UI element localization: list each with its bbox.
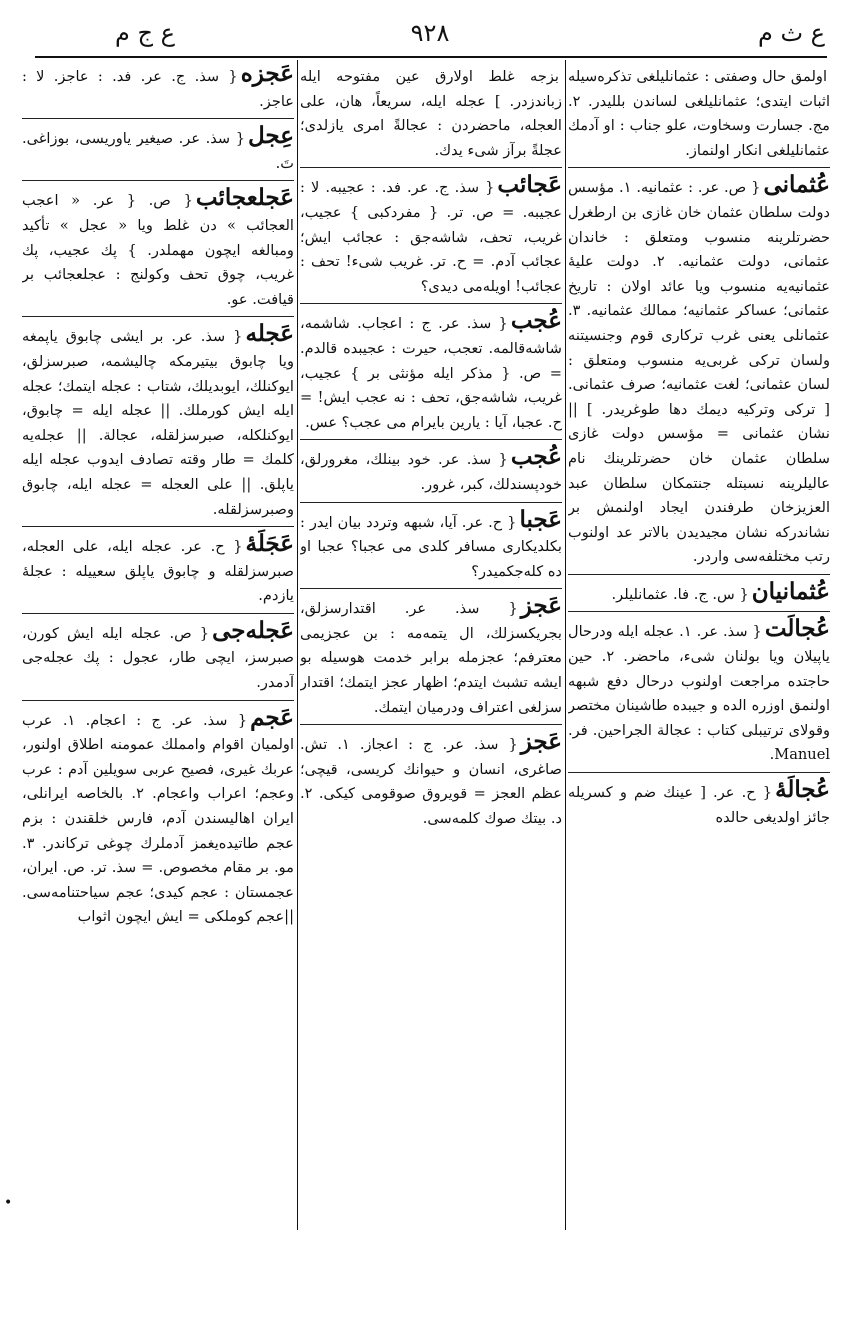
entry-definition: { سذ. ج. عر. فد. : عاجز. لا : عاجز. (22, 68, 294, 110)
dictionary-entry (300, 505, 562, 585)
dictionary-entry (300, 173, 562, 299)
entry-headword: عَجله‌جی (212, 616, 294, 644)
entry-separator (22, 180, 294, 181)
column-right (568, 62, 830, 1257)
dictionary-entry (22, 703, 294, 930)
dictionary-entry (568, 577, 830, 608)
dictionary-entry (300, 445, 562, 497)
entry-definition: { ص. عر. : عثمانیه. ۱. مؤسس دولت سلطان عثمان خان غازی بن ارطغرل حضرتلرینه منسوب ومتعلق : خاندان عثمانی، دولت عثمانیه. ۲. دولت علیهٔ عثمانیه‌یه منسوب ویا عائد اولان : تاریخ عثمانی؛ عساکر عثمانیه؛ ممالك عثمانیه. ۳. عثمانلی یعنی غرب ترکاری قوم وجنسیتنه ولسان ترکی غربی‌یه منسوب ومتعلق : لسان عثمانی؛ لغت عثمانیه؛ صرف عثمانی. [ ترکی وترکیه دیمك دها طوغریدر. ] || نشان عثمانی = مؤسس دولت غازی سلطان عثمان خان حضرتلرینك نام عالیلرینه نسبتله جنتمکان سلطان عبد العزیزخان طرفندن ایجاد اولنمش بر نشاندرکه نشان مجیدیدن بالاتر عد اولنوب رتب مختلفه‌سی واردر. (568, 179, 830, 566)
dictionary-entry (22, 186, 294, 312)
dictionary-entry (300, 62, 562, 163)
dictionary-entry (22, 322, 294, 522)
entry-separator (22, 316, 294, 317)
column-middle (300, 62, 562, 1257)
entry-definition: { سذ. ج. عر. فد. : عجیبه. لا : عجیبه. = ص. تر. { مفردکبی } عجیب، غریب، تحف، شاشه‌جق : عجائب ایش؛ عجائب آدم. = ح. تر. غریب شیء! تحف : عجائب! اویله‌می دیدی؟ (300, 179, 562, 295)
entry-separator (568, 167, 830, 168)
entry-definition: { ح. عر. [ عینك ضم و کسریله جائز اولدیغی حالده (568, 784, 830, 826)
entry-definition: { سذ. عر. ج : اعجاز. ۱. تش. صاغری، انسان و حیوانك کریسی، قیچی؛ عظم العجز = قویروق صوقومی کیکی. ۲. د. بیتك صوك کلمه‌سی. (300, 736, 562, 828)
entry-definition: { ح. عر. آیا، شبهه وتردد بیان ایدر : بکلدیکاری مسافر کلدی می عجبا؟ عجبا او ده کله‌جکمیدر؟ (300, 513, 562, 580)
entry-definition: { سذ. عر. اقتدارسزلق، بجریکسزلك، ال یتمه‌مه : بن عجزیمی معترفم؛ عجزمله برابر خدمت هوسیله بو ایشه تشبث ایتدم؛ اظهار عجز ایتمك؛ اقتدار سزلغی اعتراف ودرمیان ایتمك. (300, 600, 562, 716)
entry-headword: عَجز (520, 592, 562, 620)
dictionary-entry (22, 616, 294, 696)
entry-headword: عُجالَت (764, 615, 830, 643)
entry-headword: عَجبا (519, 505, 562, 533)
entry-headword: عَجله (245, 320, 294, 348)
dictionary-entry (300, 309, 562, 435)
entry-separator (568, 574, 830, 575)
entry-headword: عَجَلَهٔ (245, 530, 294, 558)
dictionary-entry (568, 617, 830, 768)
column-divider-left (297, 60, 298, 1230)
column-left (22, 62, 294, 1257)
entry-separator (22, 118, 294, 119)
entry-headword: عُجب (510, 307, 562, 335)
entry-headword: عَجلعجائب (195, 184, 294, 212)
dictionary-entry (22, 62, 294, 114)
entry-separator (300, 502, 562, 503)
entry-definition: { سذ. عر. بر ایشی چابوق یاپمغه ویا چابوق بیتیرمکه چالیشمه، صبرسزلق، ایوکنلك، ایوبدیلك، شتاب : عجله ایتمك؛ عجله ایله ایش کورملك. || عجله ایله = چابوق، ایوکنلکله، صبرسزلقله، عجالة. || عجله‌یه کلمك = طار وقته تصادف ایدوب عجله ایله یاپلق. || علی العجله = عجله ایله، چابوق وصبرسزلقله. (22, 328, 294, 518)
column-divider-right (565, 60, 566, 1230)
header-right-letters: ع ث م (757, 19, 825, 47)
entry-definition: { سذ. عر. ج : اعجاب. شاشمه، شاشه‌قالمه. تعجب، حیرت : عجیبده قالدم. = ص. { مذکر ایله مؤنثی بر } عجیب، غریب، شاشه‌جق، تحف : نه عجب ایش! = ح. عجبا، آیا : یارین بایرام می عجب؟ عس. (300, 315, 562, 431)
entry-separator (568, 772, 830, 773)
entry-definition: { سذ. عر. خود بینلك، مغرورلق، خودپسندلك، کبر، غرور. (300, 451, 562, 493)
entry-headword: عُثمانیان (751, 577, 830, 605)
margin-mark-icon: • (4, 1195, 13, 1211)
entry-headword: عُثمانی (763, 171, 830, 199)
dictionary-entry (568, 173, 830, 570)
entry-headword: عَجز (520, 728, 562, 756)
page-header (35, 18, 825, 52)
entry-separator (300, 439, 562, 440)
entry-definition: { ص. { عر. « اعجب العجائب » دن غلط ویا « عجل » تأکید ومبالغه ایچون مهملدر. } پك عجیب، پك غریب، چوق تحف وکولنج : عجلعجائب بر قیافت. عو. (22, 192, 294, 308)
page-number: ٩٢٨ (410, 19, 450, 47)
entry-headword: عَجائب (497, 171, 562, 199)
entry-separator (568, 611, 830, 612)
dictionary-entry (568, 62, 830, 163)
entry-definition: { سذ. عر. ج : اعجام. ۱. عرب اولمیان اقوام وامملك عمومنه اطلاق اولنور، عربك غیری، فصیح عربی سویلین آدم : عرب وعجم؛ اعراب واعجام. ۲. بالخاصه ایرانلی، ایران اهالیسندن آدم، فارس خلقندن : بزم عجم طاتیده‌یغمز آدملرك چوغی ترکاندر. ۳. مو. بر مقام مخصوص. = سذ. تر. ص. ایران، عجمستان : عجم کیدی؛ عجم سیاحتنامه‌سی. ||عجم کوملکی = ایش ایچون اثواب (22, 711, 294, 926)
dictionary-entry (300, 730, 562, 831)
entry-definition: بزجه غلط اولارق عین مفتوحه ایله زباندزدر. ] عجله ایله، سریعاً، هان، علی العجله، ماحضردن : عجالةً امری یازلدی؛ عجلةً برآز شیء یدك. (300, 68, 562, 159)
dictionary-entry (300, 594, 562, 720)
entry-definition: { س. ج. فا. عثمانلیلر. (611, 585, 749, 603)
entry-definition: { ص. عجله ایله ایش کورن، صبرسز، ایچی طار، عجول : پك عجله‌جی آدمدر. (22, 624, 294, 692)
entry-headword: عَجزه (240, 62, 294, 87)
entry-separator (22, 526, 294, 527)
entry-separator (300, 303, 562, 304)
entry-definition: { سذ. عر. ۱. عجله ایله ودرحال یاپیلان ویا بولنان شیء، ماحضر. ۲. حین حاجتده مراجعت اولنوب درحال دفع شبهه اولنمق اوزره الده و جیبده طاشینان مختصر وقولای ترتیبلی کتاب : عجالة الجراحین. فر. Manuel. (568, 623, 830, 764)
entry-separator (22, 613, 294, 614)
dictionary-entry (22, 124, 294, 176)
entry-headword: عُجالَهٔ (775, 776, 830, 804)
entry-headword: عَجم (250, 703, 294, 731)
dictionary-entry (568, 778, 830, 830)
entry-separator (300, 167, 562, 168)
entry-headword: عُجب (510, 443, 562, 471)
entry-headword: عِجل (248, 122, 294, 150)
entry-definition: اولمق حال وصفتی : عثمانلیلغی تذکره‌سیله اثبات ایتدی؛ عثمانلیلغی لساندن بللیدر. ۲. مج. جسارت وسخاوت، علو جناب : او آدمك عثمانلیلغی انکار اولنماز. (568, 68, 830, 159)
dictionary-entry (22, 532, 294, 609)
header-left-letters: ع ج م (115, 19, 175, 47)
entry-definition: { ح. عر. عجله ایله، علی العجله، صبرسزلقله و چابوق یاپلق سعییله : عجلهٔ یازدم. (22, 538, 294, 605)
entry-separator (22, 700, 294, 701)
entry-separator (300, 724, 562, 725)
entry-separator (300, 588, 562, 589)
entry-definition: { سذ. عر. صیغیر یاوریسی، بوزاغی. تَ. (22, 130, 294, 172)
header-rule (35, 56, 827, 58)
